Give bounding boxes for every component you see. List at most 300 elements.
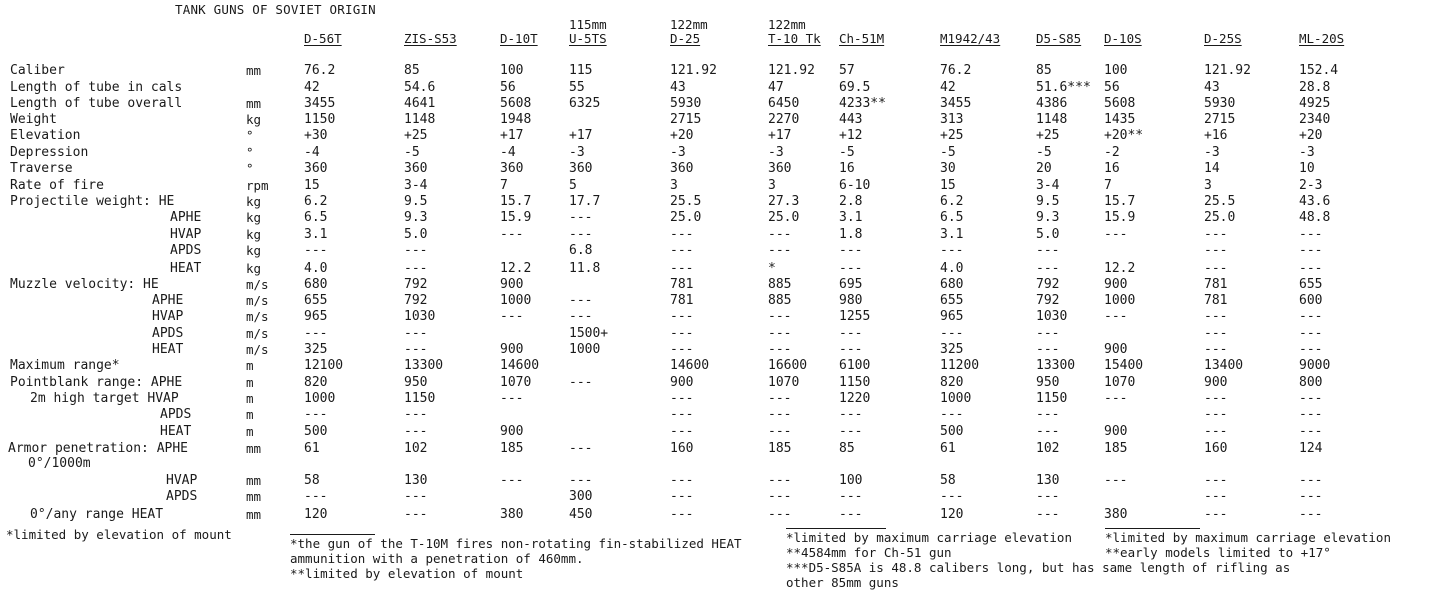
column-header-caliber [940,18,1000,32]
row-unit: kg [246,210,262,225]
table-cell: 1030 [404,309,436,324]
table-cell: 900 [670,375,694,390]
table-cell: --- [670,473,694,488]
table-cell: 900 [500,277,524,292]
table-cell: --- [839,326,863,341]
table-cell: -3 [569,145,585,160]
table-cell: 7 [1104,178,1112,193]
table-cell: 3-4 [404,178,428,193]
table-cell: 121.92 [1204,63,1251,78]
row-unit: m [246,358,254,373]
table-cell: 15.9 [1104,210,1136,225]
table-cell: 6-10 [839,178,871,193]
table-cell: 325 [940,342,964,357]
table-cell: --- [404,424,428,439]
row-unit: m/s [246,342,269,357]
table-cell: --- [304,243,328,258]
table-cell: +12 [839,128,863,143]
table-cell: 43.6 [1299,194,1331,209]
footnote-line: **limited by elevation of mount [290,566,524,581]
table-cell: --- [1204,342,1228,357]
table-cell: 48.8 [1299,210,1331,225]
table-cell: --- [1036,342,1060,357]
table-cell: --- [404,243,428,258]
table-cell: --- [1204,424,1228,439]
row-label: HVAP [170,227,202,242]
table-cell: 3 [1204,178,1212,193]
table-cell: --- [569,375,593,390]
table-cell: --- [670,391,694,406]
table-cell: 800 [1299,375,1323,390]
table-cell: 1150 [839,375,871,390]
row-unit: mm [246,489,262,504]
row-unit: kg [246,227,262,242]
table-cell: --- [940,489,964,504]
footnote-line: *the gun of the T-10M fires non-rotating fin-stabilized HEAT [290,536,742,551]
table-cell: -5 [1036,145,1052,160]
table-cell: --- [500,473,524,488]
table-cell: 900 [1204,375,1228,390]
table-cell: --- [1104,309,1128,324]
table-cell: 2715 [670,112,702,127]
table-cell: --- [768,424,792,439]
row-unit: mm [246,63,262,78]
table-cell: 120 [304,507,328,522]
table-cell: 185 [768,441,792,456]
table-cell: * [768,261,776,276]
table-cell: 55 [569,80,585,95]
table-cell: 16 [1104,161,1120,176]
table-cell: --- [1204,227,1228,242]
table-cell: 950 [404,375,428,390]
table-cell: --- [670,309,694,324]
table-cell: 781 [1204,277,1228,292]
table-cell: 2-3 [1299,178,1323,193]
table-cell: +17 [569,128,593,143]
table-cell: --- [768,227,792,242]
table-cell: --- [670,326,694,341]
table-cell: 15 [304,178,320,193]
table-cell: 121.92 [768,63,815,78]
table-cell: 28.8 [1299,80,1331,95]
footnote-line: **4584mm for Ch-51 gun [786,545,952,560]
table-cell: 42 [304,80,320,95]
row-label: HEAT [160,424,192,439]
table-cell: --- [1204,407,1228,422]
column-header [1204,18,1242,46]
table-cell: 16600 [768,358,808,373]
row-unit: mm [246,441,262,456]
table-cell: 1148 [404,112,436,127]
table-cell: 1070 [768,375,800,390]
table-cell: 1.8 [839,227,863,242]
table-cell: --- [1204,473,1228,488]
table-cell: --- [1299,489,1323,504]
table-cell: 15 [940,178,956,193]
table-cell: 2.8 [839,194,863,209]
table-cell: 12.2 [500,261,532,276]
table-cell: 3.1 [940,227,964,242]
table-cell: --- [670,261,694,276]
table-cell: +25 [940,128,964,143]
table-cell: 102 [1036,441,1060,456]
table-cell: 900 [1104,342,1128,357]
table-cell: --- [768,342,792,357]
table-cell: 6.2 [304,194,328,209]
table-cell: --- [839,243,863,258]
row-label: Maximum range* [10,358,120,373]
column-header-name: D-25 [670,31,701,46]
table-cell: 3 [670,178,678,193]
table-cell: 85 [839,441,855,456]
table-cell: 9.3 [1036,210,1060,225]
table-cell: 1000 [304,391,336,406]
table-cell: +17 [768,128,792,143]
table-cell: 57 [839,63,855,78]
table-cell: 900 [1104,424,1128,439]
table-cell: 160 [1204,441,1228,456]
table-cell: 47 [768,80,784,95]
table-cell: 20 [1036,161,1052,176]
table-cell: --- [1036,489,1060,504]
table-cell: --- [768,391,792,406]
table-cell: 11200 [940,358,980,373]
table-cell: 76.2 [940,63,972,78]
table-cell: --- [1299,507,1323,522]
row-label: APDS [160,407,192,422]
table-cell: 10 [1299,161,1315,176]
row-label: Rate of fire [10,178,104,193]
table-cell: 6450 [768,96,800,111]
row-label: APDS [166,489,198,504]
row-label: Length of tube in cals [10,80,183,95]
row-unit: kg [246,261,262,276]
table-cell: --- [839,507,863,522]
table-cell: --- [1299,473,1323,488]
table-cell: --- [1299,227,1323,242]
table-cell: 300 [569,489,593,504]
table-cell: --- [1204,309,1228,324]
table-cell: --- [670,342,694,357]
table-cell: 1220 [839,391,871,406]
table-cell: 6.2 [940,194,964,209]
table-cell: 313 [940,112,964,127]
table-cell: 360 [569,161,593,176]
table-cell: 500 [940,424,964,439]
table-cell: 900 [500,424,524,439]
table-cell: --- [1036,407,1060,422]
row-label: APHE [170,210,202,225]
row-unit: m/s [246,326,269,341]
table-cell: 7 [500,178,508,193]
table-cell: -2 [1104,145,1120,160]
footnote-rule [1105,528,1200,529]
table-cell: 15.9 [500,210,532,225]
table-cell: --- [1104,391,1128,406]
table-cell: --- [1036,507,1060,522]
table-cell: 4386 [1036,96,1068,111]
row-unit: ° [246,145,254,160]
column-header-caliber [1299,18,1344,32]
table-cell: 4233** [839,96,886,111]
table-cell: 43 [1204,80,1220,95]
row-label: HEAT [170,261,202,276]
table-cell: 13300 [404,358,444,373]
table-cell: --- [569,473,593,488]
table-cell: --- [768,309,792,324]
row-unit: kg [246,112,262,127]
table-cell: 51.6*** [1036,80,1091,95]
table-cell: 1030 [1036,309,1068,324]
table-cell: 6.5 [304,210,328,225]
table-cell: 792 [404,293,428,308]
column-header [940,18,1000,46]
table-cell: 820 [940,375,964,390]
table-cell: 152.4 [1299,63,1339,78]
column-header-caliber: 115mm [569,17,607,32]
table-cell: 185 [1104,441,1128,456]
table-cell: --- [1036,261,1060,276]
table-cell: 9.3 [404,210,428,225]
footnote-line: *limited by elevation of mount [6,527,232,542]
table-cell: --- [670,424,694,439]
table-cell: --- [940,326,964,341]
table-cell: 14600 [500,358,540,373]
row-label: Muzzle velocity: HE [10,277,159,292]
table-cell: --- [304,489,328,504]
table-cell: 965 [940,309,964,324]
table-cell: --- [839,489,863,504]
row-label: Length of tube overall [10,96,183,111]
table-cell: 42 [940,80,956,95]
table-cell: --- [839,342,863,357]
table-cell: 1150 [404,391,436,406]
row-unit: ° [246,161,254,176]
table-cell: 5608 [1104,96,1136,111]
table-cell: --- [569,309,593,324]
table-cell: 61 [304,441,320,456]
table-cell: 12.2 [1104,261,1136,276]
table-cell: --- [1204,391,1228,406]
table-title: TANK GUNS OF SOVIET ORIGIN [175,2,376,17]
table-cell: 130 [1036,473,1060,488]
table-cell: 25.5 [670,194,702,209]
table-cell: 12100 [304,358,344,373]
table-cell: 9000 [1299,358,1331,373]
table-cell: 980 [839,293,863,308]
table-cell: --- [1204,507,1228,522]
table-cell: 5930 [1204,96,1236,111]
table-cell: 130 [404,473,428,488]
table-cell: 680 [304,277,328,292]
table-cell: 2715 [1204,112,1236,127]
table-cell: 1000 [1104,293,1136,308]
table-cell: 25.5 [1204,194,1236,209]
table-cell: +20** [1104,128,1144,143]
row-unit: m/s [246,293,269,308]
table-cell: --- [500,309,524,324]
row-label: Armor penetration: APHE [8,441,189,456]
table-cell: 1150 [1036,391,1068,406]
column-header [839,18,884,46]
table-cell: -3 [1204,145,1220,160]
table-cell: 655 [940,293,964,308]
row-label: Depression [10,145,89,160]
column-header-caliber: 122mm [768,17,806,32]
table-cell: --- [768,326,792,341]
table-cell: 781 [670,293,694,308]
row-label: Traverse [10,161,73,176]
table-cell: 13400 [1204,358,1244,373]
table-cell: 2270 [768,112,800,127]
row-label: Caliber [10,63,65,78]
column-header-caliber [1204,18,1242,32]
column-header-name: Ch-51M [839,31,885,46]
table-cell: 58 [940,473,956,488]
table-cell: 3455 [940,96,972,111]
table-cell: 17.7 [569,194,601,209]
footnote-rule [786,528,886,529]
column-header [670,18,708,46]
column-header-name: T-10 Tk [768,31,821,46]
row-unit: m/s [246,277,269,292]
table-cell: 900 [500,342,524,357]
row-unit: kg [246,243,262,258]
table-cell: 61 [940,441,956,456]
table-cell: --- [304,407,328,422]
column-header-name: ZIS-S53 [404,31,457,46]
table-cell: 4.0 [304,261,328,276]
table-cell: 950 [1036,375,1060,390]
table-cell: 16 [839,161,855,176]
column-header-caliber: 122mm [670,17,708,32]
table-cell: 5608 [500,96,532,111]
row-unit: mm [246,96,262,111]
table-cell: --- [839,424,863,439]
table-cell: 185 [500,441,524,456]
table-cell: 1000 [500,293,532,308]
table-cell: 680 [940,277,964,292]
column-header-name: U-5TS [569,31,607,46]
table-cell: 3 [768,178,776,193]
table-cell: 54.6 [404,80,436,95]
row-unit: m [246,375,254,390]
table-cell: --- [1299,243,1323,258]
table-cell: --- [404,261,428,276]
table-cell: 781 [670,277,694,292]
table-cell: --- [404,326,428,341]
column-header [569,18,607,46]
table-cell: 5 [569,178,577,193]
table-cell: -5 [404,145,420,160]
column-header-name: D-56T [304,31,342,46]
table-cell: 450 [569,507,593,522]
table-cell: 781 [1204,293,1228,308]
column-header-caliber [500,18,538,32]
table-cell: 792 [404,277,428,292]
footnote-line: **early models limited to +17° [1105,545,1331,560]
table-cell: --- [404,489,428,504]
column-header [1299,18,1344,46]
table-cell: --- [1299,407,1323,422]
table-cell: 3.1 [839,210,863,225]
row-unit: kg [246,194,262,209]
table-cell: 1150 [304,112,336,127]
table-cell: 27.3 [768,194,800,209]
table-cell: --- [1036,243,1060,258]
row-label: HVAP [152,309,184,324]
table-cell: 6325 [569,96,601,111]
table-cell: 102 [404,441,428,456]
column-header-caliber [404,18,457,32]
row-label: Projectile weight: HE [10,194,175,209]
table-cell: 85 [1036,63,1052,78]
table-cell: --- [768,507,792,522]
table-cell: --- [1299,424,1323,439]
table-cell: --- [1104,473,1128,488]
column-header [500,18,538,46]
table-cell: 30 [940,161,956,176]
table-cell: 695 [839,277,863,292]
row-label: 0°/1000m [28,456,91,471]
table-cell: 56 [1104,80,1120,95]
table-cell: 360 [404,161,428,176]
table-cell: 6.8 [569,243,593,258]
table-cell: 11.8 [569,261,601,276]
footnote-block [290,536,742,581]
column-header-name: D-10S [1104,31,1142,46]
row-label: APHE [152,293,184,308]
table-cell: 655 [1299,277,1323,292]
table-cell: 25.0 [768,210,800,225]
table-cell: +17 [500,128,524,143]
column-header [404,18,457,46]
table-cell: -5 [940,145,956,160]
table-cell: --- [1299,391,1323,406]
table-cell: 360 [500,161,524,176]
table-cell: 360 [670,161,694,176]
table-cell: 1070 [500,375,532,390]
table-cell: --- [768,407,792,422]
table-cell: --- [1204,489,1228,504]
table-cell: --- [1299,309,1323,324]
row-unit: m [246,391,254,406]
table-cell: 885 [768,277,792,292]
table-cell: +25 [1036,128,1060,143]
column-header-name: ML-20S [1299,31,1345,46]
table-cell: 58 [304,473,320,488]
table-cell: --- [1299,342,1323,357]
table-cell: --- [569,227,593,242]
column-header-name: M1942/43 [940,31,1001,46]
table-cell: 792 [1036,277,1060,292]
table-cell: 4641 [404,96,436,111]
table-cell: 360 [768,161,792,176]
table-cell: 900 [1104,277,1128,292]
table-cell: 600 [1299,293,1323,308]
column-header [1104,18,1142,46]
table-cell: 6.5 [940,210,964,225]
table-cell: -3 [670,145,686,160]
table-cell: --- [940,243,964,258]
table-cell: 4.0 [940,261,964,276]
table-cell: 100 [500,63,524,78]
table-cell: 1255 [839,309,871,324]
table-cell: --- [940,407,964,422]
table-cell: 124 [1299,441,1323,456]
table-cell: --- [1204,261,1228,276]
table-cell: 25.0 [670,210,702,225]
